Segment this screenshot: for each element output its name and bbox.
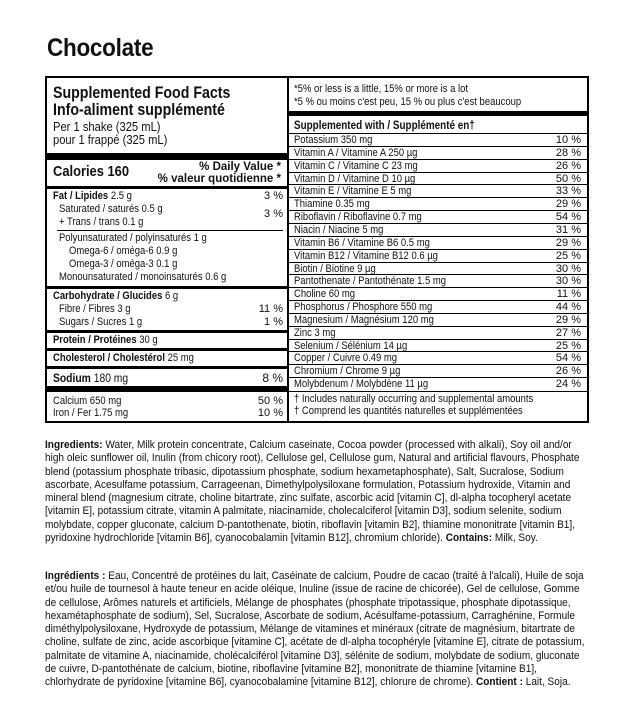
supplemented-label: Pantothenate / Pantothénate 1.5 mg xyxy=(294,275,447,288)
serving-size-fr: pour 1 frappé (325 mL) xyxy=(53,132,168,147)
row-divider xyxy=(289,223,587,224)
dv-scale-fr: *5 % ou moins c'est peu, 15 % ou plus c'est beaucoup xyxy=(294,96,522,108)
supplemented-label: Niacin / Niacine 5 mg xyxy=(294,223,384,236)
fibre-row: Fibre / Fibres 3 g 11 % xyxy=(59,303,283,315)
supplemented-label: Zinc 3 mg xyxy=(294,326,336,339)
supplemented-label: Chromium / Chrome 9 µg xyxy=(294,365,401,378)
dv-scale-en: *5% or less is a little, 15% or more is a lot xyxy=(294,83,469,95)
supplemented-pct: 33 % xyxy=(555,185,581,198)
divider-medium xyxy=(47,330,287,333)
supplemented-row xyxy=(294,365,581,377)
row-divider xyxy=(289,197,587,198)
row-divider xyxy=(289,236,587,237)
divider-medium xyxy=(47,186,287,189)
trans-row: + Trans / trans 0.1 g xyxy=(59,216,144,228)
nutrition-facts-panel xyxy=(45,76,589,423)
supplemented-label: Potassium 350 mg xyxy=(294,134,373,146)
supplemented-pct: 29 % xyxy=(555,236,581,249)
supplemented-label: Vitamin E / Vitamine E 5 mg xyxy=(294,185,412,198)
supplemented-pct: 27 % xyxy=(555,326,581,339)
polyunsaturated-row: Polyunsaturated / polyinsaturés 1 g xyxy=(59,232,207,244)
footnote-fr: † Comprend les quantités naturelles et supplémentées xyxy=(294,405,523,417)
row-divider xyxy=(289,326,587,327)
divider-medium xyxy=(47,366,287,369)
ingredients-english xyxy=(45,439,590,545)
supplemented-label: Vitamin D / Vitamine D 10 µg xyxy=(294,172,416,185)
row-divider xyxy=(289,287,587,288)
supplemented-pct: 25 % xyxy=(555,249,581,262)
omega3-row: Omega-3 / oméga-3 0.1 g xyxy=(69,258,178,270)
iron-row: Iron / Fer 1.75 mg 10 % xyxy=(53,407,283,419)
calories: Calories 160 xyxy=(53,163,130,180)
supplemented-pct: 50 % xyxy=(555,172,581,185)
row-divider xyxy=(289,262,587,263)
facts-heading-fr: Info-aliment supplémenté xyxy=(53,101,225,119)
calcium-row: Calcium 650 mg 50 % xyxy=(53,395,283,407)
supplemented-row xyxy=(294,198,581,210)
supplemented-label: Choline 60 mg xyxy=(294,288,356,301)
supplemented-label: Vitamin A / Vitamine A 250 µg xyxy=(294,146,418,159)
supplemented-pct: 30 % xyxy=(555,262,581,275)
supplemented-label: Vitamin B6 / Vitamine B6 0.5 mg xyxy=(294,236,430,249)
divider-thin xyxy=(57,230,283,231)
divider-thin xyxy=(289,391,587,392)
supplemented-row xyxy=(294,340,581,352)
fat-row: Fat / Lipides 2.5 g 3 % xyxy=(53,190,283,202)
supplemented-column xyxy=(289,78,587,421)
row-divider xyxy=(289,351,587,352)
supplemented-row xyxy=(294,134,581,146)
daily-value-header xyxy=(158,161,281,185)
supplemented-label: Molybdenum / Molybdène 11 µg xyxy=(294,378,429,391)
supplemented-row xyxy=(294,237,581,249)
facts-heading-en: Supplemented Food Facts xyxy=(53,84,231,102)
row-divider xyxy=(289,274,587,275)
monounsaturated-row: Monounsaturated / monoinsaturés 0.6 g xyxy=(59,271,227,283)
supplemented-label: Vitamin C / Vitamine C 23 mg xyxy=(294,159,418,172)
supplemented-pct: 31 % xyxy=(555,223,581,236)
saturated-row: Saturated / saturés 0.5 g 3 % xyxy=(59,203,283,220)
supplemented-pct: 25 % xyxy=(555,339,581,352)
row-divider xyxy=(289,210,587,211)
supplemented-pct: 54 % xyxy=(555,352,581,365)
row-divider xyxy=(289,313,587,314)
divider-medium xyxy=(47,286,287,289)
supplemented-row xyxy=(294,352,581,364)
row-divider xyxy=(289,159,587,160)
supplemented-label: Selenium / Sélénium 14 µg xyxy=(294,339,408,352)
supplemented-label: Vitamin B12 / Vitamine B12 0.6 µg xyxy=(294,249,438,262)
supplemented-pct: 24 % xyxy=(555,378,581,391)
supplemented-row xyxy=(294,301,581,313)
contains-label-fr: Contient : xyxy=(473,676,523,689)
supplemented-pct: 29 % xyxy=(555,198,581,211)
supplemented-row xyxy=(294,185,581,197)
ingredients-text: Water, Milk protein concentrate, Calcium caseinate, Cocoa powder (processed with alkali), Soy oil and/or high oleic sunflower oil, Inulin (from chicory root), Cellulose gel, Cellulose gum, Natural and artificial flavours, Phosphate blend (potassium phosphate tribasic, dipotassium phosphate, sodium hexametaphosphate), Salt, Sucralose, Sodium ascorbate, Acesulfame potassium, Carrageenan, Dimethylpolysiloxane formulation, Potassium hydroxide, Vitamin and mineral blend (magnesium citrate, choline bitartrate, zinc sulfate, ascorbic acid [vitamin C], dl-alpha tocopheryl acetate [vitamin E], potassium citrate, vitamin A palmitate, niacinamide, cholecalciferol [vitamin D3], sodium selenite, sodium molybdate, copper gluconate, calcium D-pantothenate, biotin, riboflavin [vitamin B2], thiamine mononitrate [vitamin B1], pyridoxine hydrochloride [vitamin B6], cyanocobalamin [vitamin B12], chromium chloride). xyxy=(45,439,580,545)
supplemented-pct: 10 % xyxy=(555,134,581,146)
row-divider xyxy=(289,249,587,250)
supplemented-row xyxy=(294,288,581,300)
supplemented-row xyxy=(294,160,581,172)
supplemented-row xyxy=(294,173,581,185)
supplemented-row xyxy=(294,275,581,287)
row-divider xyxy=(289,300,587,301)
ingredients-french xyxy=(45,570,590,690)
ingredients-label-fr: Ingrédients : xyxy=(45,570,106,582)
supplemented-label: Thiamine 0.35 mg xyxy=(294,198,370,211)
supplemented-pct: 30 % xyxy=(555,275,581,288)
divider-thick xyxy=(47,153,287,160)
supplemented-label: Magnesium / Magnésium 120 mg xyxy=(294,313,434,326)
cholesterol-row: Cholesterol / Cholestérol 25 mg xyxy=(53,352,194,364)
facts-heading xyxy=(53,85,259,119)
divider-medium xyxy=(47,348,287,351)
divider-thick xyxy=(47,386,287,392)
supplemented-pct: 26 % xyxy=(555,365,581,378)
supplemented-label: Phosphorus / Phosphore 550 mg xyxy=(294,301,433,314)
contains-label: Contains: xyxy=(442,532,493,545)
supplemented-row xyxy=(294,211,581,223)
supplemented-label: Riboflavin / Riboflavine 0.7 mg xyxy=(294,211,422,224)
serving-size xyxy=(53,120,186,146)
sugars-row: Sugars / Sucres 1 g 1 % xyxy=(59,316,283,328)
supplemented-pct: 28 % xyxy=(555,146,581,159)
nutrition-facts-column xyxy=(47,78,287,421)
contains-text: Milk, Soy. xyxy=(492,532,538,545)
supplemented-row xyxy=(294,250,581,262)
supplemented-heading: Supplemented with / Supplémenté en† xyxy=(294,120,475,132)
supplemented-row xyxy=(294,327,581,339)
footnote-en: † Includes naturally occurring and supplemental amounts xyxy=(294,393,534,405)
supplemented-pct: 54 % xyxy=(555,211,581,224)
ingredients-label: Ingredients: xyxy=(45,439,103,451)
daily-value-fr: % valeur quotidienne * xyxy=(157,173,281,185)
divider-thick xyxy=(289,111,587,116)
contains-text-fr: Lait, Soja. xyxy=(522,676,571,689)
row-divider xyxy=(289,184,587,185)
row-divider xyxy=(289,146,587,147)
supplemented-label: Copper / Cuivre 0.49 mg xyxy=(294,352,398,365)
ingredients-text-fr: Eau, Concentré de protéines du lait, Caséinate de calcium, Poudre de cacao (traité à l'alcali), Huile de soja et/ou huile de tournesol à haute teneur en acide oléique, Inuline (issue de racine de chicorée), Gel de cellulose, Gomme de cellulose, Arômes naturels et artificiels, Mélange de phosphates (phosphate tripotassique, phosphate dipotassique, hexamétaphosphate de sodium), Sel, Sucralose, Ascorbate de sodium, Acésulfame-potassium, Carraghénine, Formule diméthylpolysiloxane, Hydroxyde de potassium, Mélange de vitamines et minéraux (citrate de magnésium, bitartrate de choline, sulfate de zinc, acide ascorbique [vitamine C], acétate de dl-alpha tocophéryle [vitamine E], citrate de potassium, palmitate de vitamine A, niacinamide, cholécalciférol [vitamine D3], sélénite de sodium, molybdate de sodium, gluconate de cuivre, D-pantothénate de calcium, biotine, riboflavine [vitamine B2], mononitrate de thiamine [vitamine B1], chlorhydrate de pyridoxine [vitamine B6], cyanocobalamine [vitamine B12], chlorure de chrome). xyxy=(45,570,585,689)
supplemented-label: Biotin / Biotine 9 µg xyxy=(294,262,376,275)
supplemented-row xyxy=(294,263,581,275)
daily-value-en: % Daily Value * xyxy=(199,161,281,173)
row-divider xyxy=(289,377,587,378)
protein-row: Protein / Protéines 30 g xyxy=(53,334,158,346)
supplemented-row xyxy=(294,378,581,390)
supplemented-row xyxy=(294,314,581,326)
row-divider xyxy=(289,339,587,340)
supplemented-row xyxy=(294,147,581,159)
supplemented-pct: 29 % xyxy=(555,313,581,326)
supplemented-pct: 11 % xyxy=(556,288,581,301)
carbohydrate-row: Carbohydrate / Glucides 6 g xyxy=(53,290,179,302)
supplemented-row xyxy=(294,224,581,236)
row-divider xyxy=(289,133,587,134)
sodium-row: Sodium 180 mg 8 % xyxy=(53,371,283,385)
supplemented-pct: 26 % xyxy=(555,159,581,172)
product-title: Chocolate xyxy=(47,34,154,62)
omega6-row: Omega-6 / oméga-6 0.9 g xyxy=(69,245,178,257)
supplemented-pct: 44 % xyxy=(555,301,581,314)
row-divider xyxy=(289,364,587,365)
serving-size-en: Per 1 shake (325 mL) xyxy=(53,119,161,134)
row-divider xyxy=(289,172,587,173)
